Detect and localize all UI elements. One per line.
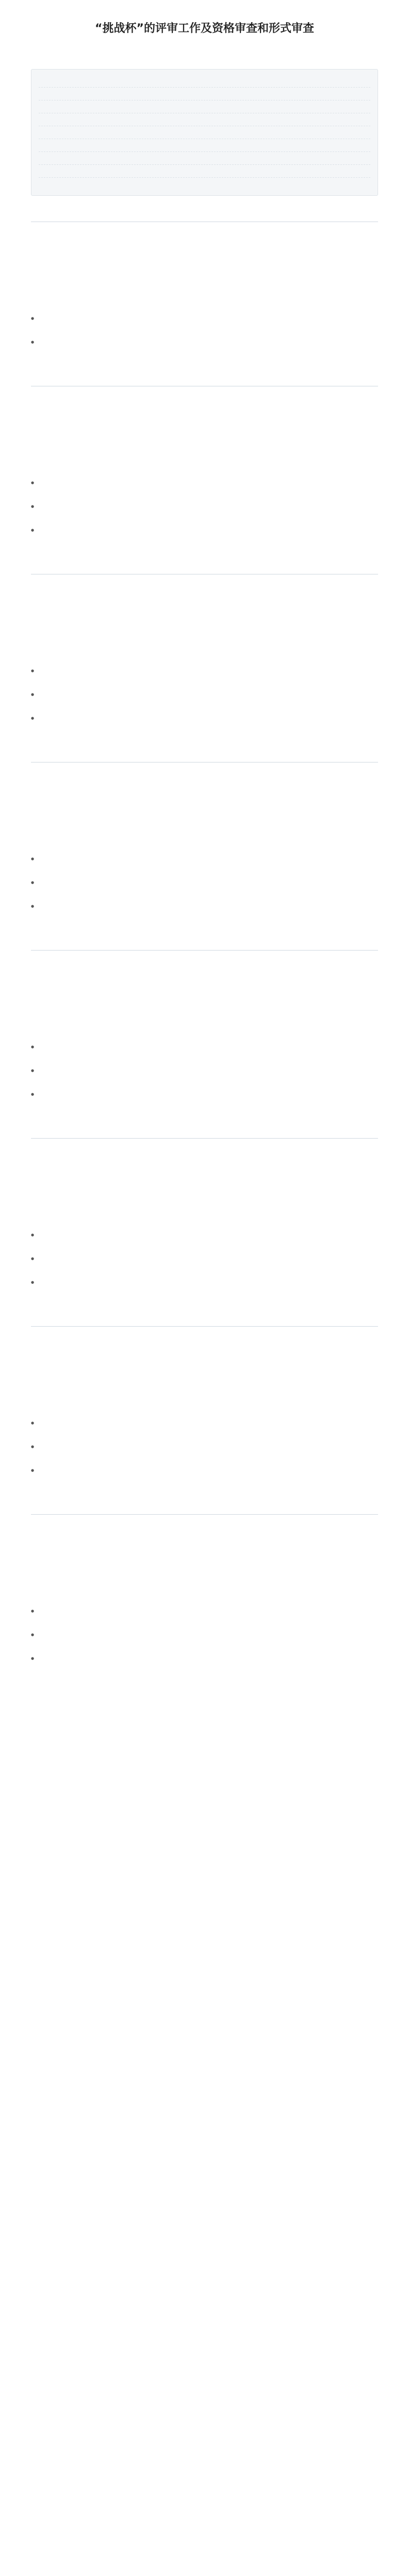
body-paragraph xyxy=(31,240,378,259)
body-paragraph xyxy=(31,1394,378,1413)
toc-item[interactable] xyxy=(39,100,370,113)
page-subtitle xyxy=(31,42,378,49)
list-item xyxy=(31,1066,378,1086)
list-item xyxy=(31,314,378,333)
section-heading xyxy=(31,1503,378,1515)
section-heading xyxy=(31,375,378,386)
list-item xyxy=(31,526,378,545)
body-paragraph xyxy=(31,617,378,636)
body-paragraph xyxy=(31,1369,378,1388)
body-paragraph xyxy=(31,429,378,448)
section-heading xyxy=(31,1127,378,1139)
list-item xyxy=(31,1654,378,1673)
body-paragraph xyxy=(31,1582,378,1601)
toc-item[interactable] xyxy=(39,126,370,139)
section-subheading xyxy=(31,581,378,589)
section-subheading xyxy=(31,957,378,965)
list-item xyxy=(31,502,378,521)
list-item xyxy=(31,690,378,709)
toc-item[interactable] xyxy=(39,113,370,126)
list-item xyxy=(31,1466,378,1485)
body-paragraph xyxy=(31,1156,378,1176)
section-subheading xyxy=(31,393,378,401)
list-item xyxy=(31,854,378,874)
document-section xyxy=(31,210,378,357)
list-item xyxy=(31,1442,378,1462)
document-section xyxy=(31,1315,378,1485)
document-section xyxy=(31,375,378,545)
body-paragraph xyxy=(31,404,378,423)
document-body xyxy=(31,210,378,1673)
toc-item[interactable] xyxy=(39,178,370,190)
body-paragraph xyxy=(31,592,378,612)
toc-item[interactable] xyxy=(39,165,370,178)
section-subheading xyxy=(31,769,378,777)
list-item xyxy=(31,666,378,686)
document-section xyxy=(31,751,378,921)
body-paragraph xyxy=(31,289,378,309)
body-paragraph xyxy=(31,264,378,284)
list-item xyxy=(31,714,378,733)
list-item xyxy=(31,1418,378,1438)
section-subheading xyxy=(31,1521,378,1529)
section-heading xyxy=(31,210,378,222)
body-paragraph xyxy=(31,829,378,849)
body-paragraph xyxy=(31,641,378,661)
document-section xyxy=(31,1503,378,1673)
body-paragraph xyxy=(31,993,378,1012)
body-paragraph xyxy=(31,968,378,988)
page-title: “挑战杯”的评审工作及资格审查和形式审查 xyxy=(95,22,314,35)
section-heading xyxy=(31,563,378,574)
document-section xyxy=(31,939,378,1109)
author-line xyxy=(31,52,378,59)
list-item xyxy=(31,1090,378,1109)
toc-item[interactable] xyxy=(39,75,370,88)
section-heading xyxy=(31,1315,378,1327)
list-item xyxy=(31,478,378,498)
body-paragraph xyxy=(31,1181,378,1200)
list-item xyxy=(31,878,378,897)
toc-item[interactable] xyxy=(39,139,370,152)
list-item xyxy=(31,1606,378,1626)
list-item xyxy=(31,1042,378,1062)
body-paragraph xyxy=(31,805,378,824)
table-of-contents xyxy=(31,69,378,196)
toc-item[interactable] xyxy=(39,88,370,100)
body-paragraph xyxy=(31,453,378,473)
section-heading xyxy=(31,751,378,762)
body-paragraph xyxy=(31,1532,378,1552)
list-item xyxy=(31,1254,378,1274)
list-item xyxy=(31,902,378,921)
list-item xyxy=(31,1278,378,1297)
document-section xyxy=(31,563,378,733)
section-heading xyxy=(31,939,378,951)
section-subheading xyxy=(31,1333,378,1341)
section-subheading xyxy=(31,1145,378,1153)
section-subheading xyxy=(31,228,378,236)
document-section xyxy=(31,1127,378,1297)
body-paragraph xyxy=(31,1206,378,1225)
body-paragraph xyxy=(31,1018,378,1037)
list-item xyxy=(31,337,378,357)
toc-item[interactable] xyxy=(39,152,370,165)
body-paragraph xyxy=(31,780,378,800)
body-paragraph xyxy=(31,1344,378,1364)
body-paragraph xyxy=(31,1557,378,1577)
list-item xyxy=(31,1230,378,1250)
list-item xyxy=(31,1630,378,1650)
